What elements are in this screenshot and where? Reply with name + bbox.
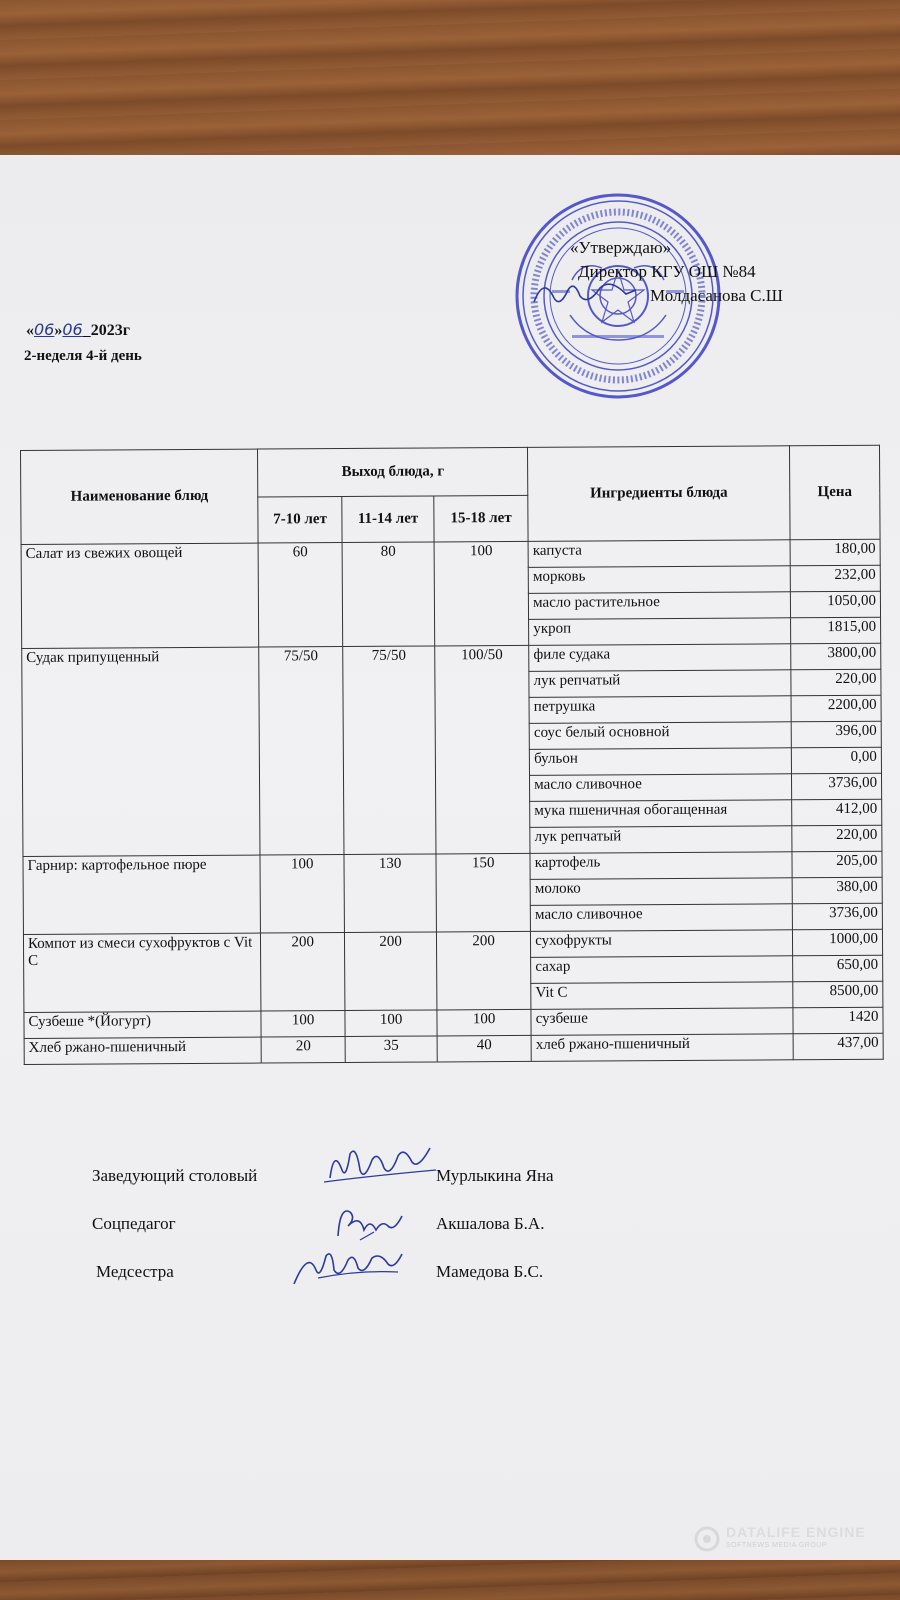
portion-11-14-cell: 200	[345, 932, 438, 1011]
portion-15-18-cell: 200	[437, 931, 532, 1010]
ingredient-cell: филе судака	[529, 644, 791, 672]
ingredient-cell: лук репчатый	[529, 670, 791, 698]
signature-name: Мамедова Б.С.	[436, 1262, 544, 1281]
portion-11-14-cell: 100	[345, 1010, 437, 1037]
menu-table-body	[21, 539, 883, 1064]
price-cell: 1420	[793, 1007, 883, 1034]
approval-title: «Утверждаю»	[570, 238, 672, 257]
approval-position: Директор КГУ ОШ №84	[578, 262, 756, 281]
table-row	[24, 1033, 883, 1064]
date-month: 06	[62, 320, 83, 339]
signature-role: Медсестра	[96, 1262, 174, 1281]
dish-name-cell: Компот из смеси сухофруктов с Vit C	[23, 933, 261, 1012]
price-cell: 8500,00	[793, 981, 883, 1008]
price-cell: 180,00	[790, 539, 880, 566]
portion-15-18-cell: 100	[437, 1009, 531, 1036]
ingredient-cell: сузбеше	[531, 1008, 793, 1036]
signature-row-2	[92, 1214, 176, 1234]
signature-role: Соцпедагог	[92, 1214, 176, 1233]
date-close-quote: »	[54, 322, 63, 339]
date-year: 2023г	[90, 322, 130, 339]
portion-7-10-cell: 60	[258, 543, 342, 648]
price-cell: 3736,00	[792, 903, 882, 930]
portion-11-14-cell: 75/50	[343, 646, 436, 855]
signature-row-1	[92, 1166, 257, 1186]
handwritten-signature-2	[330, 1196, 410, 1246]
portion-7-10-cell: 100	[261, 1011, 345, 1038]
portion-11-14-cell: 35	[345, 1036, 437, 1063]
ingredient-cell: масло растительное	[529, 592, 791, 620]
document-date	[26, 320, 130, 340]
header-dish: Наименование блюд	[21, 449, 259, 544]
watermark-subtitle: SOFTNEWS MEDIA GROUP	[726, 1542, 828, 1549]
price-cell: 1050,00	[790, 591, 880, 618]
price-cell: 380,00	[792, 877, 882, 904]
datalife-logo-icon	[694, 1526, 720, 1552]
header-ingredients: Ингредиенты блюда	[528, 446, 790, 542]
date-open-quote: «	[26, 322, 34, 339]
price-cell: 396,00	[791, 721, 881, 748]
price-cell: 220,00	[792, 825, 882, 852]
header-output: Выход блюда, г	[258, 447, 528, 497]
price-cell: 2200,00	[791, 695, 881, 722]
ingredient-cell: хлеб ржано-пшеничный	[531, 1034, 793, 1062]
ingredient-cell: Vit C	[531, 982, 793, 1010]
watermark-title: DATALIFE ENGINE	[726, 1524, 866, 1540]
ingredient-cell: бульон	[530, 748, 792, 776]
ingredient-cell: капуста	[528, 540, 790, 568]
signature-row-3	[96, 1262, 174, 1282]
ingredient-cell: картофель	[530, 852, 792, 880]
ingredient-cell: мука пшеничная обогащенная	[530, 800, 792, 828]
ingredient-cell: масло сливочное	[530, 774, 792, 802]
portion-11-14-cell: 80	[342, 542, 435, 647]
portion-7-10-cell: 20	[261, 1037, 345, 1064]
ingredient-cell: морковь	[528, 566, 790, 594]
signature-role: Заведующий столовый	[92, 1166, 258, 1185]
price-cell: 3800,00	[791, 643, 881, 670]
ingredient-cell: лук репчатый	[530, 826, 792, 854]
ingredient-cell: сахар	[531, 956, 793, 984]
portion-7-10-cell: 100	[260, 855, 344, 934]
portion-15-18-cell: 100	[434, 541, 529, 646]
dish-name-cell: Хлеб ржано-пшеничный	[24, 1037, 261, 1064]
portion-7-10-cell: 75/50	[259, 647, 344, 856]
handwritten-signature-3	[288, 1240, 408, 1290]
price-cell: 205,00	[792, 851, 882, 878]
signature-name-3	[436, 1262, 543, 1282]
price-cell: 650,00	[793, 955, 883, 982]
price-cell: 412,00	[792, 799, 882, 826]
header-age-7-10: 7-10 лет	[258, 497, 342, 544]
price-cell: 220,00	[791, 669, 881, 696]
ingredient-cell: масло сливочное	[530, 904, 792, 932]
portion-15-18-cell: 100/50	[435, 645, 530, 854]
ingredient-cell: укроп	[529, 618, 791, 646]
signature-name: Мурлыкина Яна	[436, 1166, 554, 1185]
header-price: Цена	[789, 445, 880, 540]
signature-name-2	[436, 1214, 544, 1234]
price-cell: 1000,00	[792, 929, 882, 956]
header-age-15-18: 15-18 лет	[434, 495, 528, 542]
ingredient-cell: петрушка	[529, 696, 791, 724]
handwritten-signature-1	[320, 1140, 440, 1190]
ingredient-cell: сухофрукты	[531, 930, 793, 958]
wooden-surface-bottom	[0, 1560, 900, 1600]
portion-11-14-cell: 130	[344, 854, 437, 933]
week-day-label: 2-неделя 4-й день	[24, 348, 142, 364]
approval-name: Молдасанова С.Ш	[650, 286, 783, 305]
ingredient-cell: соус белый основной	[529, 722, 791, 750]
menu-table	[20, 445, 884, 1065]
dish-name-cell: Судак припущенный	[22, 647, 261, 856]
dish-name-cell: Гарнир: картофельное пюре	[23, 855, 261, 934]
header-age-11-14: 11-14 лет	[342, 496, 434, 543]
site-watermark	[692, 1522, 892, 1560]
dish-name-cell: Салат из свежих овощей	[21, 543, 259, 648]
price-cell: 0,00	[791, 747, 881, 774]
signature-name-1	[436, 1166, 554, 1186]
price-cell: 437,00	[793, 1033, 883, 1060]
portion-15-18-cell: 150	[436, 853, 531, 932]
price-cell: 232,00	[790, 565, 880, 592]
price-cell: 1815,00	[791, 617, 881, 644]
signature-name: Акшалова Б.А.	[436, 1214, 545, 1233]
wooden-surface-top	[0, 0, 900, 160]
ingredient-cell: молоко	[530, 878, 792, 906]
portion-15-18-cell: 40	[437, 1035, 531, 1062]
director-signature	[530, 272, 640, 312]
price-cell: 3736,00	[791, 773, 881, 800]
portion-7-10-cell: 200	[261, 933, 345, 1012]
dish-name-cell: Сузбеше *(Йогурт)	[24, 1011, 261, 1038]
date-day: 06	[34, 320, 55, 339]
